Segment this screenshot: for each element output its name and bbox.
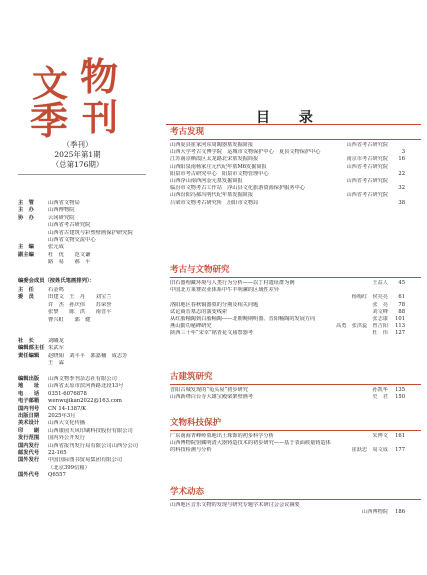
staff-key [18, 360, 48, 367]
publish-key: 地 址 [18, 383, 40, 390]
toc-section-heading: 学术动态 [170, 487, 421, 500]
toc-section-heading: 考古发现 [170, 127, 421, 140]
credits-value: 杜 优 范文谦 [48, 251, 91, 258]
publish-row [18, 443, 154, 450]
publish-key: 邮发代号 [18, 450, 40, 457]
toc-entry-author: 山西省考古研究院 [346, 178, 388, 185]
publish-value: 2025年3月 [48, 413, 76, 420]
toc-entry-title: 山西博物院馆藏明清大器铸造技术的初步研究——基于表面痕量铸造体 [170, 440, 331, 447]
toc-section [170, 127, 421, 207]
credits-row [18, 252, 154, 259]
credits-key [18, 222, 48, 229]
board-title: 编委会成员（按姓氏笔画排列）： [18, 278, 95, 284]
credits-value: 山西省古建筑与彩塑壁画保护研究院 [48, 229, 133, 236]
toc-entry[interactable] [170, 440, 421, 447]
publish-value: 山西省太原市滨河西路北段13号 [48, 383, 124, 390]
publish-row [18, 472, 154, 479]
toc-section-heading: 古建筑研究 [170, 372, 421, 385]
toc-entry-author: 王益人 [372, 280, 388, 286]
credits-value: 路 易 郝 平 [48, 259, 91, 266]
publish-value: 山西大文化传播 [48, 420, 86, 427]
publish-row [18, 383, 154, 390]
toc-entry-title: 洛阳地区春秋铜器墓的分期及相关问题 [170, 301, 259, 308]
toc-entry[interactable] [170, 394, 421, 401]
toc-entry-page: 32 [398, 185, 405, 192]
toc-entry-page: 78 [398, 301, 405, 308]
publish-key: 国内刊号 [18, 405, 40, 412]
toc-title: 目 录 [256, 110, 325, 126]
publish-key: 美术设计 [18, 420, 40, 427]
toc-entry-page: 150 [395, 394, 405, 401]
toc-entry[interactable] [170, 323, 421, 330]
toc-entry-author: 杜 伟 [372, 330, 388, 337]
toc-entry-author: 崔跃忠 周文成 [351, 447, 388, 454]
toc-section-heading: 考古与文物研究 [170, 265, 421, 278]
publish-row [18, 457, 154, 464]
issue-total: （总第176期） [51, 160, 104, 169]
logo-char: 刊 [82, 97, 119, 139]
toc-entry-page [391, 287, 405, 294]
credits-key [18, 259, 48, 266]
toc-entry-title: 燕山勤功秘碑研究 [170, 323, 212, 330]
toc-entry-author: 杨梅红 侯亮亮 [351, 294, 388, 301]
toc-entry-title: 中国北方莱赛农业体系中牛羊明骡的区域性差异 [170, 287, 279, 294]
toc-entry-title: 山西新绛白台寺大雄宝殿梁架壁画考 [170, 394, 254, 401]
credits-key: 主 管 [18, 200, 34, 206]
masthead-column [0, 0, 158, 575]
toc-entry-author: 朱博文 [372, 433, 388, 439]
staff-row [18, 353, 154, 360]
publish-value: 山西康园天风印刷科技股份有限公司 [48, 427, 133, 434]
credits-key: 主 办 [18, 207, 34, 214]
toc-rule [166, 124, 421, 125]
toc-entry[interactable] [170, 509, 421, 516]
credits-row [18, 259, 154, 266]
publish-key: 印 刷 [18, 427, 40, 434]
toc-section [170, 418, 421, 455]
publish-value: CN 14-1387/K [48, 405, 87, 412]
toc-entry-page: 22 [398, 170, 405, 177]
toc-entry-page: 101 [395, 316, 405, 323]
staff-row [18, 345, 154, 352]
toc-entry[interactable] [170, 387, 421, 394]
credits-value: 张元成 [48, 244, 64, 251]
toc-entry-page: 88 [398, 308, 405, 315]
staff-row [18, 360, 154, 367]
toc-entry-author: 史 君 [372, 394, 388, 401]
toc-entry-page [391, 142, 405, 149]
board-row [18, 317, 154, 324]
toc-entry-author: 山西省考古研究院 [346, 163, 388, 170]
toc-entry-title: 临汾市文物考古工作站 浮山县文化旅游资源保护服务中心 [170, 185, 305, 192]
staff-value: 赵晓娟 刘平平 郭嘉楠 成志芳 [48, 352, 128, 359]
toc-entry-title: 从红胎釉陶到白胎釉陶——北朝晚期明器、晋阳釉陶的发展方向 [170, 316, 316, 323]
toc-entry-page: 161 [395, 433, 405, 439]
logo-char: 物 [80, 54, 119, 99]
publish-key: 国内发行 [18, 442, 40, 449]
board-key [18, 302, 48, 309]
board-key: 委 员 [18, 294, 34, 301]
board-value: 张黎 陈 洪 南晋平 [48, 309, 112, 316]
toc-entry-title: 试论商晋墓志的演变线索 [170, 308, 228, 315]
toc-section [170, 487, 421, 516]
toc-entry-page: 177 [395, 447, 405, 454]
toc-entry-page: 186 [395, 509, 405, 516]
board-value: 田建文 王 丹 刘宝兰 [48, 294, 112, 301]
toc-entry-title: 山西汾阳冯郝冯明代纪年墓发掘简报 [170, 192, 254, 199]
divider [18, 174, 146, 175]
credits-row [18, 237, 154, 244]
publish-value: 国内外公开发行 [48, 435, 86, 442]
toc-entry[interactable] [170, 330, 421, 337]
toc-entry-page [391, 192, 405, 199]
toc-entry-page: 16 [398, 156, 405, 163]
toc-entry-author: 山西省考古研究院 [346, 192, 388, 199]
toc-entry[interactable] [170, 502, 421, 509]
board-row [18, 294, 154, 301]
toc-entry-title: 陕西三十年“宋幸”铭青花文庙祭器考 [170, 330, 254, 337]
publish-key: 电 话 [18, 390, 40, 397]
credits-row [18, 207, 154, 214]
logo-char: 文 [32, 63, 69, 105]
publish-key: 国外代号 [18, 472, 40, 479]
board-block [18, 287, 154, 324]
issue-info [30, 140, 125, 170]
publish-row [18, 420, 154, 427]
toc-entry-author: 山西博物院 [362, 509, 388, 516]
toc-entry[interactable] [170, 447, 421, 454]
toc-entry-page: 3 [401, 149, 405, 156]
toc-entry-page: 38 [398, 199, 405, 206]
toc-entry-page [391, 502, 405, 509]
publish-key: 发行范围 [18, 435, 40, 442]
toc-entry-title: 山西夏县崔家河东周陶器墓发掘简报 [170, 142, 254, 148]
toc-entry[interactable] [170, 164, 421, 171]
journal-logo [30, 54, 130, 144]
toc-entry-title: 的科技检测与分析 [170, 447, 212, 454]
issue-frequency: （季刊） [62, 140, 93, 149]
credits-block [18, 200, 154, 267]
toc-column [158, 0, 427, 575]
publish-key: 国外发行 [18, 457, 40, 464]
publish-value: 22-165 [48, 450, 67, 457]
publish-value: 山西文物季刊杂志社有限公司 [48, 376, 117, 382]
toc-entry[interactable] [170, 433, 421, 440]
toc-entry-author: 张 亮 [372, 301, 388, 308]
credits-value: 云冈研究院 [48, 214, 75, 221]
toc-entry-title [170, 509, 358, 516]
publish-block [18, 376, 154, 480]
toc-entry-author: 孙凯华 [372, 387, 388, 393]
toc-entry-title: 旧石器埋藏环境与人类行为分析——以丁村遗址群为例 [170, 280, 295, 286]
toc-entry[interactable] [170, 280, 421, 287]
credits-row [18, 244, 154, 251]
publish-key: 编辑出版 [18, 376, 40, 382]
board-key [18, 317, 48, 324]
toc-entry-title: 吕梁市文物考古研究所 汾阳市文物局 [170, 199, 259, 206]
toc-entry-title: 山西地区音乐文物的发现与研究专题学术研讨会会议摘要 [170, 502, 300, 508]
credits-row [18, 230, 154, 237]
board-title-block [18, 278, 154, 285]
board-key: 主 任 [18, 287, 34, 293]
board-key [18, 309, 48, 316]
board-row [18, 287, 154, 294]
board-value: 石金鸣 [48, 287, 64, 293]
credits-row [18, 200, 154, 207]
toc-section [170, 265, 421, 338]
toc-entry-page [391, 164, 405, 171]
toc-entry-title: 山西阳泉南杨家庄元代纪年墓M6发掘简报 [170, 163, 267, 170]
board-row [18, 302, 154, 309]
toc-entry[interactable] [170, 178, 421, 185]
logo-char: 季 [30, 98, 69, 143]
publish-row [18, 398, 154, 405]
staff-key: 编辑部主任 [18, 345, 45, 352]
credits-key: 协 办 [18, 214, 34, 221]
toc-entry[interactable] [170, 316, 421, 323]
publish-value: （北京399信箱） [48, 464, 90, 471]
toc-entry-page: 61 [398, 294, 405, 301]
publish-key: 出版日期 [18, 413, 40, 420]
credits-row [18, 222, 154, 229]
credits-key: 副主编 [18, 251, 34, 258]
toc-entry-page: 113 [395, 323, 405, 330]
publish-key: 电子邮箱 [18, 398, 40, 405]
toc-entry[interactable] [170, 287, 421, 294]
toc-entry-page [391, 440, 405, 447]
publish-value: 中国国际图书贸易集团有限公司 [48, 457, 123, 464]
credits-value: 山西省文物局 [48, 200, 80, 206]
publish-value: Q6557 [48, 472, 66, 479]
staff-value: 刘曦龙 [48, 338, 64, 344]
staff-key: 责任编辑 [18, 352, 40, 359]
toc-entry-page: 127 [395, 330, 405, 337]
toc-entry[interactable] [170, 192, 421, 199]
credits-row [18, 215, 154, 222]
staff-value: 朱武军 [48, 345, 64, 352]
publish-value: 山西省报刊发行局有限公司山西分公司 [48, 442, 139, 449]
staff-value: 王 霖 [48, 360, 64, 367]
toc-entry-title: 山西大学考古文博学院 运城市文物保护中心 夏县文物保护中心 [170, 149, 321, 156]
toc-section-heading: 文物科技保护 [170, 418, 421, 431]
board-value: 许 杰 孙庆伟 苏荣誉 [48, 301, 112, 308]
toc-entry[interactable] [170, 309, 421, 316]
toc-entry[interactable] [170, 294, 421, 301]
toc-entry-author: 刘文峰 [372, 308, 388, 315]
toc-section [170, 372, 421, 401]
credits-value: 山西省考古研究院 [48, 222, 91, 229]
toc-entry[interactable] [170, 185, 421, 192]
toc-entry-author: 南京市考古研究院 [346, 156, 388, 163]
toc-entry[interactable] [170, 200, 421, 207]
toc-entry[interactable] [170, 156, 421, 163]
toc-entry-author: 山西省考古研究院 [346, 142, 388, 148]
credits-key [18, 230, 48, 237]
board-row [18, 309, 154, 316]
credits-value: 山西博物院 [48, 207, 75, 214]
staff-block [18, 338, 154, 368]
toc-entry[interactable] [170, 302, 421, 309]
toc-entry-title: 晋阳古城发现的“龟头屋”初步研究 [170, 387, 248, 393]
board-value: 曹兴虹 郭 健 [48, 316, 91, 323]
toc-entry-page: 135 [395, 387, 405, 393]
publish-value: 0351-6076878 [48, 390, 87, 397]
toc-entry-page: 45 [398, 280, 405, 286]
publish-row [18, 435, 154, 442]
publish-row [18, 406, 154, 413]
toc-entry-author: 高勇 张洪蕊 曾吉阳 [336, 323, 388, 330]
issue-number: 2025年第1期 [54, 150, 101, 159]
toc-entry-title: 广东南海青峰岭墓地出土珠饰的初步科学分析 [170, 433, 274, 439]
toc-entry-title: 阳泉市考古研究中心 阳泉市文物管理中心 [170, 170, 269, 177]
credits-value: 山西省文物交流中心 [48, 237, 96, 244]
toc-entry-title: 山西浮山南西河金元墓发掘简报 [170, 178, 243, 185]
staff-key: 社 长 [18, 338, 34, 344]
toc-entry[interactable] [170, 171, 421, 178]
toc-entry[interactable] [170, 142, 421, 149]
toc-entry[interactable] [170, 149, 421, 156]
toc-entry-title [170, 294, 348, 301]
credits-key: 主 编 [18, 244, 34, 251]
toc-entry-page [391, 178, 405, 185]
toc-entry-title: 江苏南京栖霞区太龙路北宋墓发掘简报 [170, 156, 259, 163]
publish-value: wenwujikan2022@163.com [48, 398, 122, 405]
toc-entry-author: 张志康 [372, 316, 388, 323]
